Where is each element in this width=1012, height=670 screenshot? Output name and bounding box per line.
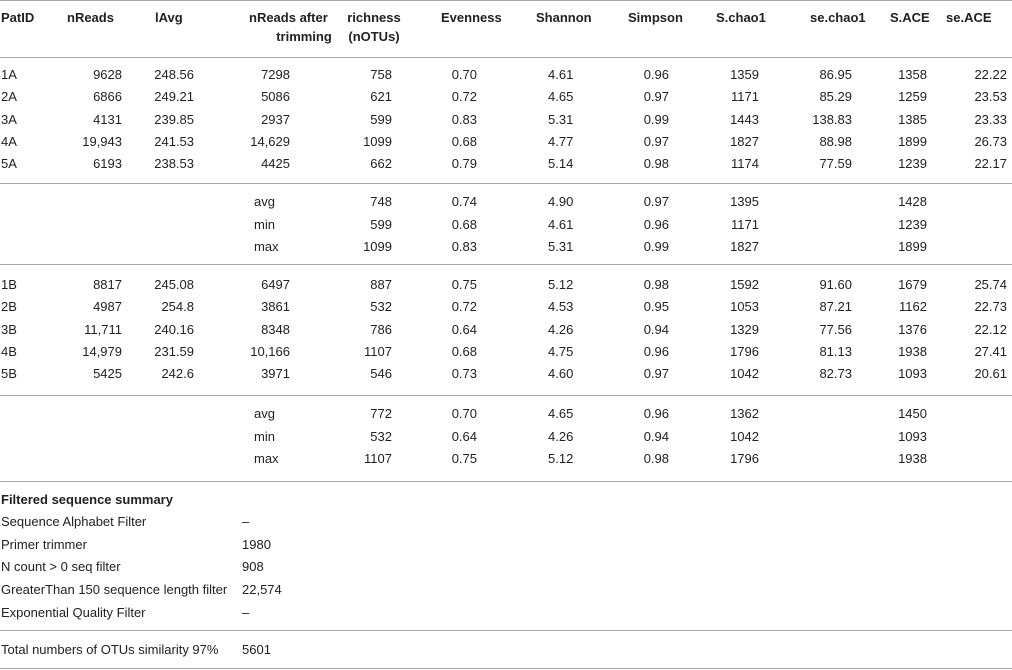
column-header: Shannon <box>536 10 592 25</box>
patient-id-cell: 3B <box>1 321 17 337</box>
stat-value: 4.26 <box>548 428 574 444</box>
stat-value: 1450 <box>898 406 927 421</box>
table-cell: 0.97 <box>643 366 669 382</box>
table-cell: 4987 <box>93 299 122 315</box>
patient-id-cell: 2B <box>1 299 17 315</box>
stat-value: 0.98 <box>643 451 669 466</box>
stat-value: 5.12 <box>548 451 574 466</box>
stat-value: 1362 <box>730 406 759 421</box>
table-cell: 25.74 <box>974 277 1007 292</box>
stat-value: 0.83 <box>451 239 477 254</box>
table-cell: 0.97 <box>643 89 669 105</box>
table-cell: 4.26 <box>548 321 574 337</box>
table-cell: 1827 <box>730 133 759 149</box>
table-cell: 1359 <box>730 67 759 82</box>
column-header: (nOTUs) <box>348 29 400 44</box>
stat-value: 1107 <box>364 451 392 466</box>
summary-rule <box>0 630 1012 631</box>
patient-id-cell: 1A <box>1 67 17 82</box>
table-cell: 77.56 <box>819 321 852 337</box>
table-cell: 88.98 <box>819 133 852 149</box>
patient-id-cell: 3A <box>1 111 17 127</box>
table-cell: 1174 <box>731 156 759 172</box>
stat-value: 1171 <box>731 216 759 232</box>
table-cell: 87.21 <box>819 299 852 315</box>
table-cell: 81.13 <box>819 343 852 359</box>
table-cell: 5.14 <box>548 156 574 172</box>
table-cell: 1042 <box>730 366 759 382</box>
stat-value: 1042 <box>730 428 759 444</box>
patient-id-cell: 2A <box>1 89 17 105</box>
summary-title: Filtered sequence summary <box>1 492 173 507</box>
total-label: Total numbers of OTUs similarity 97% <box>1 642 219 657</box>
table-cell: 8348 <box>261 321 290 337</box>
table-cell: 0.64 <box>451 321 477 337</box>
stat-value: 0.99 <box>643 239 669 254</box>
stat-value: 1899 <box>898 239 927 254</box>
table-cell: 19,943 <box>82 133 122 149</box>
table-cell: 91.60 <box>819 277 852 292</box>
column-header: S.chao1 <box>716 10 766 25</box>
table-cell: 238.53 <box>154 156 194 172</box>
summary-value: 908 <box>242 559 264 575</box>
table-cell: 6193 <box>93 156 122 172</box>
stat-value: 1395 <box>730 194 759 209</box>
table-bottom-rule <box>0 668 1012 669</box>
stat-value: 532 <box>370 428 392 444</box>
table-cell: 4.65 <box>548 89 574 105</box>
table-cell: 758 <box>370 67 392 82</box>
stat-label: avg <box>254 406 275 421</box>
table-cell: 887 <box>370 277 392 292</box>
table-cell: 245.08 <box>154 277 194 292</box>
table-cell: 6497 <box>261 277 290 292</box>
column-header: S.ACE <box>890 10 930 25</box>
summary-value: – <box>242 514 250 529</box>
table-cell: 1796 <box>730 343 759 359</box>
table-cell: 1899 <box>898 133 927 149</box>
stat-label: min <box>254 428 275 444</box>
column-header: PatID <box>1 10 35 25</box>
stat-value: 0.74 <box>451 194 477 209</box>
stat-value: 1239 <box>898 216 927 232</box>
table-cell: 22.12 <box>974 321 1007 337</box>
stat-value: 1099 <box>363 239 392 254</box>
table-cell: 23.53 <box>974 89 1007 105</box>
table-cell: 20.61 <box>974 366 1007 382</box>
column-header: nReads <box>67 10 114 25</box>
table-cell: 5425 <box>93 366 122 382</box>
stat-value: 1827 <box>730 239 759 254</box>
table-cell: 1171 <box>731 89 759 105</box>
table-cell: 254.8 <box>161 299 194 315</box>
table-cell: 1376 <box>898 321 927 337</box>
column-header: Simpson <box>628 10 683 25</box>
table-cell: 248.56 <box>154 67 194 82</box>
stat-value: 748 <box>370 194 392 209</box>
table-cell: 2937 <box>261 111 290 127</box>
summary-label: Primer trimmer <box>1 536 87 552</box>
table-cell: 3861 <box>261 299 290 315</box>
table-cell: 231.59 <box>154 343 194 359</box>
column-header: se.ACE <box>946 10 992 25</box>
table-cell: 4.53 <box>548 299 574 315</box>
table-cell: 82.73 <box>819 366 852 382</box>
stat-label: min <box>254 216 275 232</box>
column-header: richness <box>347 10 401 25</box>
stat-value: 0.75 <box>451 451 477 466</box>
table-cell: 0.79 <box>451 156 477 172</box>
patient-id-cell: 4B <box>1 343 17 359</box>
table-cell: 10,166 <box>250 343 290 359</box>
table-cell: 0.70 <box>451 67 477 82</box>
table-cell: 1053 <box>730 299 759 315</box>
table-cell: 1093 <box>898 366 927 382</box>
table-cell: 26.73 <box>974 133 1007 149</box>
column-header: lAvg <box>155 10 183 25</box>
table-cell: 3971 <box>261 366 290 382</box>
table-cell: 599 <box>370 111 392 127</box>
table-cell: 0.98 <box>643 156 669 172</box>
group-a-stats-rule <box>0 264 1012 265</box>
table-cell: 1239 <box>898 156 927 172</box>
table-cell: 4.60 <box>548 366 574 382</box>
summary-label: Exponential Quality Filter <box>1 604 146 620</box>
table-cell: 1443 <box>730 111 759 127</box>
stat-value: 0.70 <box>451 406 477 421</box>
table-cell: 239.85 <box>154 111 194 127</box>
stat-value: 0.68 <box>451 216 477 232</box>
summary-value: 1980 <box>242 536 271 552</box>
table-cell: 1592 <box>730 277 759 292</box>
column-header: Evenness <box>441 10 502 25</box>
table-cell: 8817 <box>93 277 122 292</box>
table-cell: 1259 <box>898 89 927 105</box>
table-cell: 14,979 <box>82 343 122 359</box>
table-cell: 1107 <box>364 343 392 359</box>
table-cell: 0.98 <box>643 277 669 292</box>
table-cell: 22.22 <box>974 67 1007 82</box>
stat-value: 4.61 <box>548 216 574 232</box>
table-cell: 4425 <box>261 156 290 172</box>
table-cell: 5086 <box>261 89 290 105</box>
table-cell: 242.6 <box>161 366 194 382</box>
table-cell: 86.95 <box>819 67 852 82</box>
stat-value: 0.96 <box>643 406 669 421</box>
summary-label: GreaterThan 150 sequence length filter <box>1 582 228 598</box>
table-cell: 77.59 <box>819 156 852 172</box>
stat-value: 0.94 <box>643 428 669 444</box>
table-cell: 0.94 <box>643 321 669 337</box>
table-cell: 621 <box>370 89 392 105</box>
table-cell: 532 <box>370 299 392 315</box>
table-cell: 22.73 <box>974 299 1007 315</box>
column-header: nReads after <box>249 10 328 25</box>
table-cell: 23.33 <box>974 111 1007 127</box>
summary-label: N count > 0 seq filter <box>1 559 121 575</box>
table-cell: 14,629 <box>250 133 290 149</box>
column-header: trimming <box>276 29 332 44</box>
stat-value: 5.31 <box>548 239 574 254</box>
table-cell: 4.61 <box>548 67 574 82</box>
table-cell: 0.96 <box>643 67 669 82</box>
patient-id-cell: 5A <box>1 156 17 172</box>
stat-value: 1796 <box>730 451 759 466</box>
table-cell: 27.41 <box>974 343 1007 359</box>
table-cell: 138.83 <box>812 111 852 127</box>
table-cell: 0.73 <box>451 366 477 382</box>
stat-label: max <box>254 239 279 254</box>
group-b-stats-rule <box>0 481 1012 482</box>
stat-value: 4.65 <box>548 406 574 421</box>
table-cell: 7298 <box>261 67 290 82</box>
group-b-rule <box>0 395 1012 396</box>
table-cell: 1099 <box>363 133 392 149</box>
table-cell: 4.77 <box>548 133 574 149</box>
stat-value: 0.97 <box>643 194 669 209</box>
table-cell: 662 <box>370 156 392 172</box>
patient-id-cell: 5B <box>1 366 17 382</box>
table-top-rule <box>0 0 1012 1</box>
table-cell: 6866 <box>93 89 122 105</box>
stat-value: 1093 <box>898 428 927 444</box>
header-rule <box>0 57 1012 58</box>
stat-label: avg <box>254 194 275 209</box>
table-cell: 0.72 <box>451 89 477 105</box>
table-cell: 241.53 <box>154 133 194 149</box>
stat-value: 1938 <box>898 451 927 466</box>
stat-value: 1428 <box>898 194 927 209</box>
table-cell: 249.21 <box>154 89 194 105</box>
table-cell: 1679 <box>898 277 927 292</box>
table-cell: 1385 <box>898 111 927 127</box>
table-cell: 546 <box>370 366 392 382</box>
table-cell: 11,711 <box>84 321 122 337</box>
group-a-rule <box>0 183 1012 184</box>
table-cell: 0.68 <box>451 343 477 359</box>
stat-value: 772 <box>370 406 392 421</box>
table-cell: 786 <box>370 321 392 337</box>
column-header: se.chao1 <box>810 10 866 25</box>
table-cell: 0.72 <box>451 299 477 315</box>
stat-label: max <box>254 451 279 466</box>
table-cell: 0.83 <box>451 111 477 127</box>
table-cell: 1329 <box>730 321 759 337</box>
summary-value: – <box>242 604 250 620</box>
table-cell: 5.12 <box>548 277 574 292</box>
summary-value: 22,574 <box>242 582 282 598</box>
table-cell: 0.96 <box>643 343 669 359</box>
table-cell: 1358 <box>898 67 927 82</box>
patient-id-cell: 4A <box>1 133 17 149</box>
stat-value: 599 <box>370 216 392 232</box>
stat-value: 0.96 <box>643 216 669 232</box>
table-cell: 0.68 <box>451 133 477 149</box>
table-cell: 0.75 <box>451 277 477 292</box>
table-cell: 4.75 <box>548 343 574 359</box>
table-cell: 4131 <box>93 111 122 127</box>
summary-label: Sequence Alphabet Filter <box>1 514 147 529</box>
table-cell: 9628 <box>93 67 122 82</box>
total-value: 5601 <box>242 642 271 657</box>
table-cell: 1162 <box>899 299 927 315</box>
patient-id-cell: 1B <box>1 277 17 292</box>
table-cell: 22.17 <box>974 156 1007 172</box>
table-cell: 85.29 <box>819 89 852 105</box>
stat-value: 4.90 <box>548 194 574 209</box>
table-cell: 0.99 <box>643 111 669 127</box>
table-cell: 1938 <box>898 343 927 359</box>
stat-value: 0.64 <box>451 428 477 444</box>
table-cell: 0.95 <box>643 299 669 315</box>
table-cell: 0.97 <box>643 133 669 149</box>
table-cell: 5.31 <box>548 111 574 127</box>
table-cell: 240.16 <box>154 321 194 337</box>
